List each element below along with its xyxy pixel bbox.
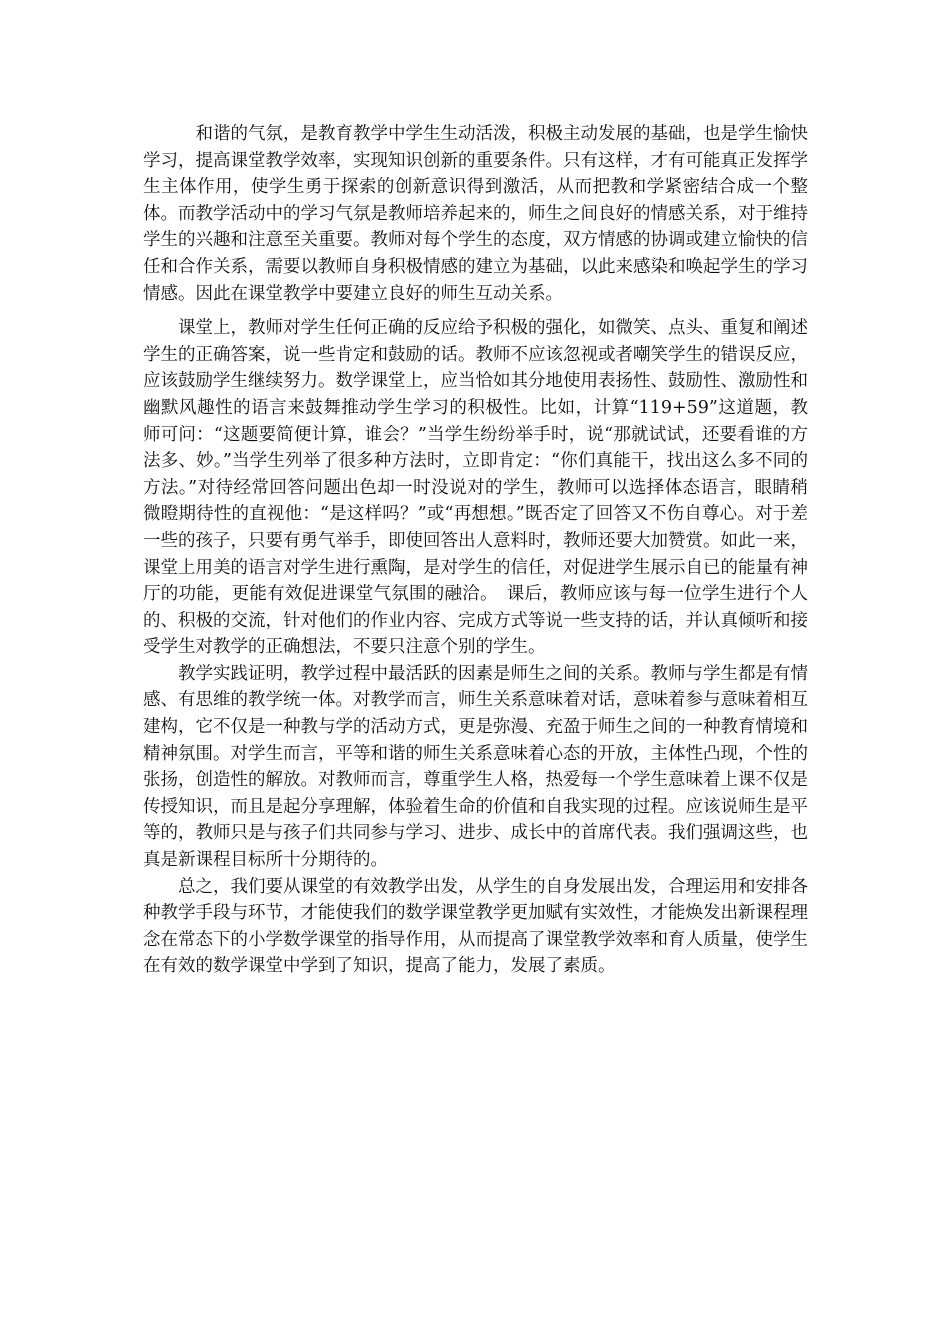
document-body bbox=[143, 121, 808, 980]
paragraph-conclusion: 总之，我们要从课堂的有效教学出发，从学生的自身发展出发，合理运用和安排各种教学手段与环节，才能使我们的数学课堂教学更加赋有实效性，才能焕发出新课程理念在常态下的小学数学课堂的指导作用，从而提高了课堂教学效率和育人质量，使学生在有效的数学课堂中学到了知识，提高了能力，发展了素质。 bbox=[143, 876, 808, 977]
paragraph-classroom-praise: 课堂上，教师对学生任何正确的反应给予积极的强化，如微笑、点头、重复和阐述学生的正确答案，说一些肯定和鼓励的话。教师不应该忽视或者嘲笑学生的错误反应，应该鼓励学生继续努力。数学课堂上，应当恰如其分地使用表扬性、鼓励性、激励性和幽默风趣性的语言来鼓舞推动学生学习的积极性。比如，计算“119+59”这道题，教师可问：“这题要简便计算，谁会？”当学生纷纷举手时，说“那就试试，还要看谁的方法多、妙。”当学生列举了很多种方法时，立即肯定：“你们真能干，找出这么多不同的方法。”对待经常回答问题出色却一时没说对的学生，教师可以选择体态语言，眼睛稍微瞪期待性的直视他：“是这样吗？”或“再想想。”既否定了回答又不伤自尊心。对于差一些的孩子，只要有勇气举手，即使回答出人意料时，教师还要大加赞赏。如此一来，课堂上用美的语言对学生进行熏陶，是对学生的信任，对促进学生展示自已的能量有神厅的功能，更能有效促进课堂气氛围的融洽。 课后，教师应该与每一位学生进行个人的、积极的交流，针对他们的作业内容、完成方式等说一些支持的话，并认真倾听和接受学生对教学的正确想法，不要只注意个别的学生。 bbox=[143, 318, 808, 658]
paragraph-teacher-student-relationship: 教学实践证明，教学过程中最活跃的因素是师生之间的关系。教师与学生都是有情感、有思维的教学统一体。对教学而言，师生关系意味着对话，意味着参与意味着相互建构，它不仅是一种教与学的活动方式，更是弥漫、充盈于师生之间的一种教育情境和精神氛围。对学生而言，平等和谐的师生关系意味着心态的开放，主体性凸现，个性的张扬，创造性的解放。对教师而言，尊重学生人格，热爱每一个学生意味着上课不仅是传授知识，而且是起分享理解，体验着生命的价值和自我实现的过程。应该说师生是平等的，教师只是与孩子们共同参与学习、进步、成长中的首席代表。我们强调这些，也真是新课程目标所十分期待的。 bbox=[143, 663, 808, 871]
paragraph-atmosphere: 和谐的气氛，是教育教学中学生生动活泼，积极主动发展的基础，也是学生愉快学习，提高课堂教学效率，实现知识创新的重要条件。只有这样，才有可能真正发挥学生主体作用，使学生勇于探索的创新意识得到激活，从而把教和学紧密结合成一个整体。而教学活动中的学习气氛是教师培养起来的，师生之间良好的情感关系，对于维持学生的兴趣和注意至关重要。教师对每个学生的态度，双方情感的协调或建立愉快的信任和合作关系，需要以教师自身积极情感的建立为基础，以此来感染和唤起学生的学习情感。因此在课堂教学中要建立良好的师生互动关系。 bbox=[143, 124, 808, 304]
